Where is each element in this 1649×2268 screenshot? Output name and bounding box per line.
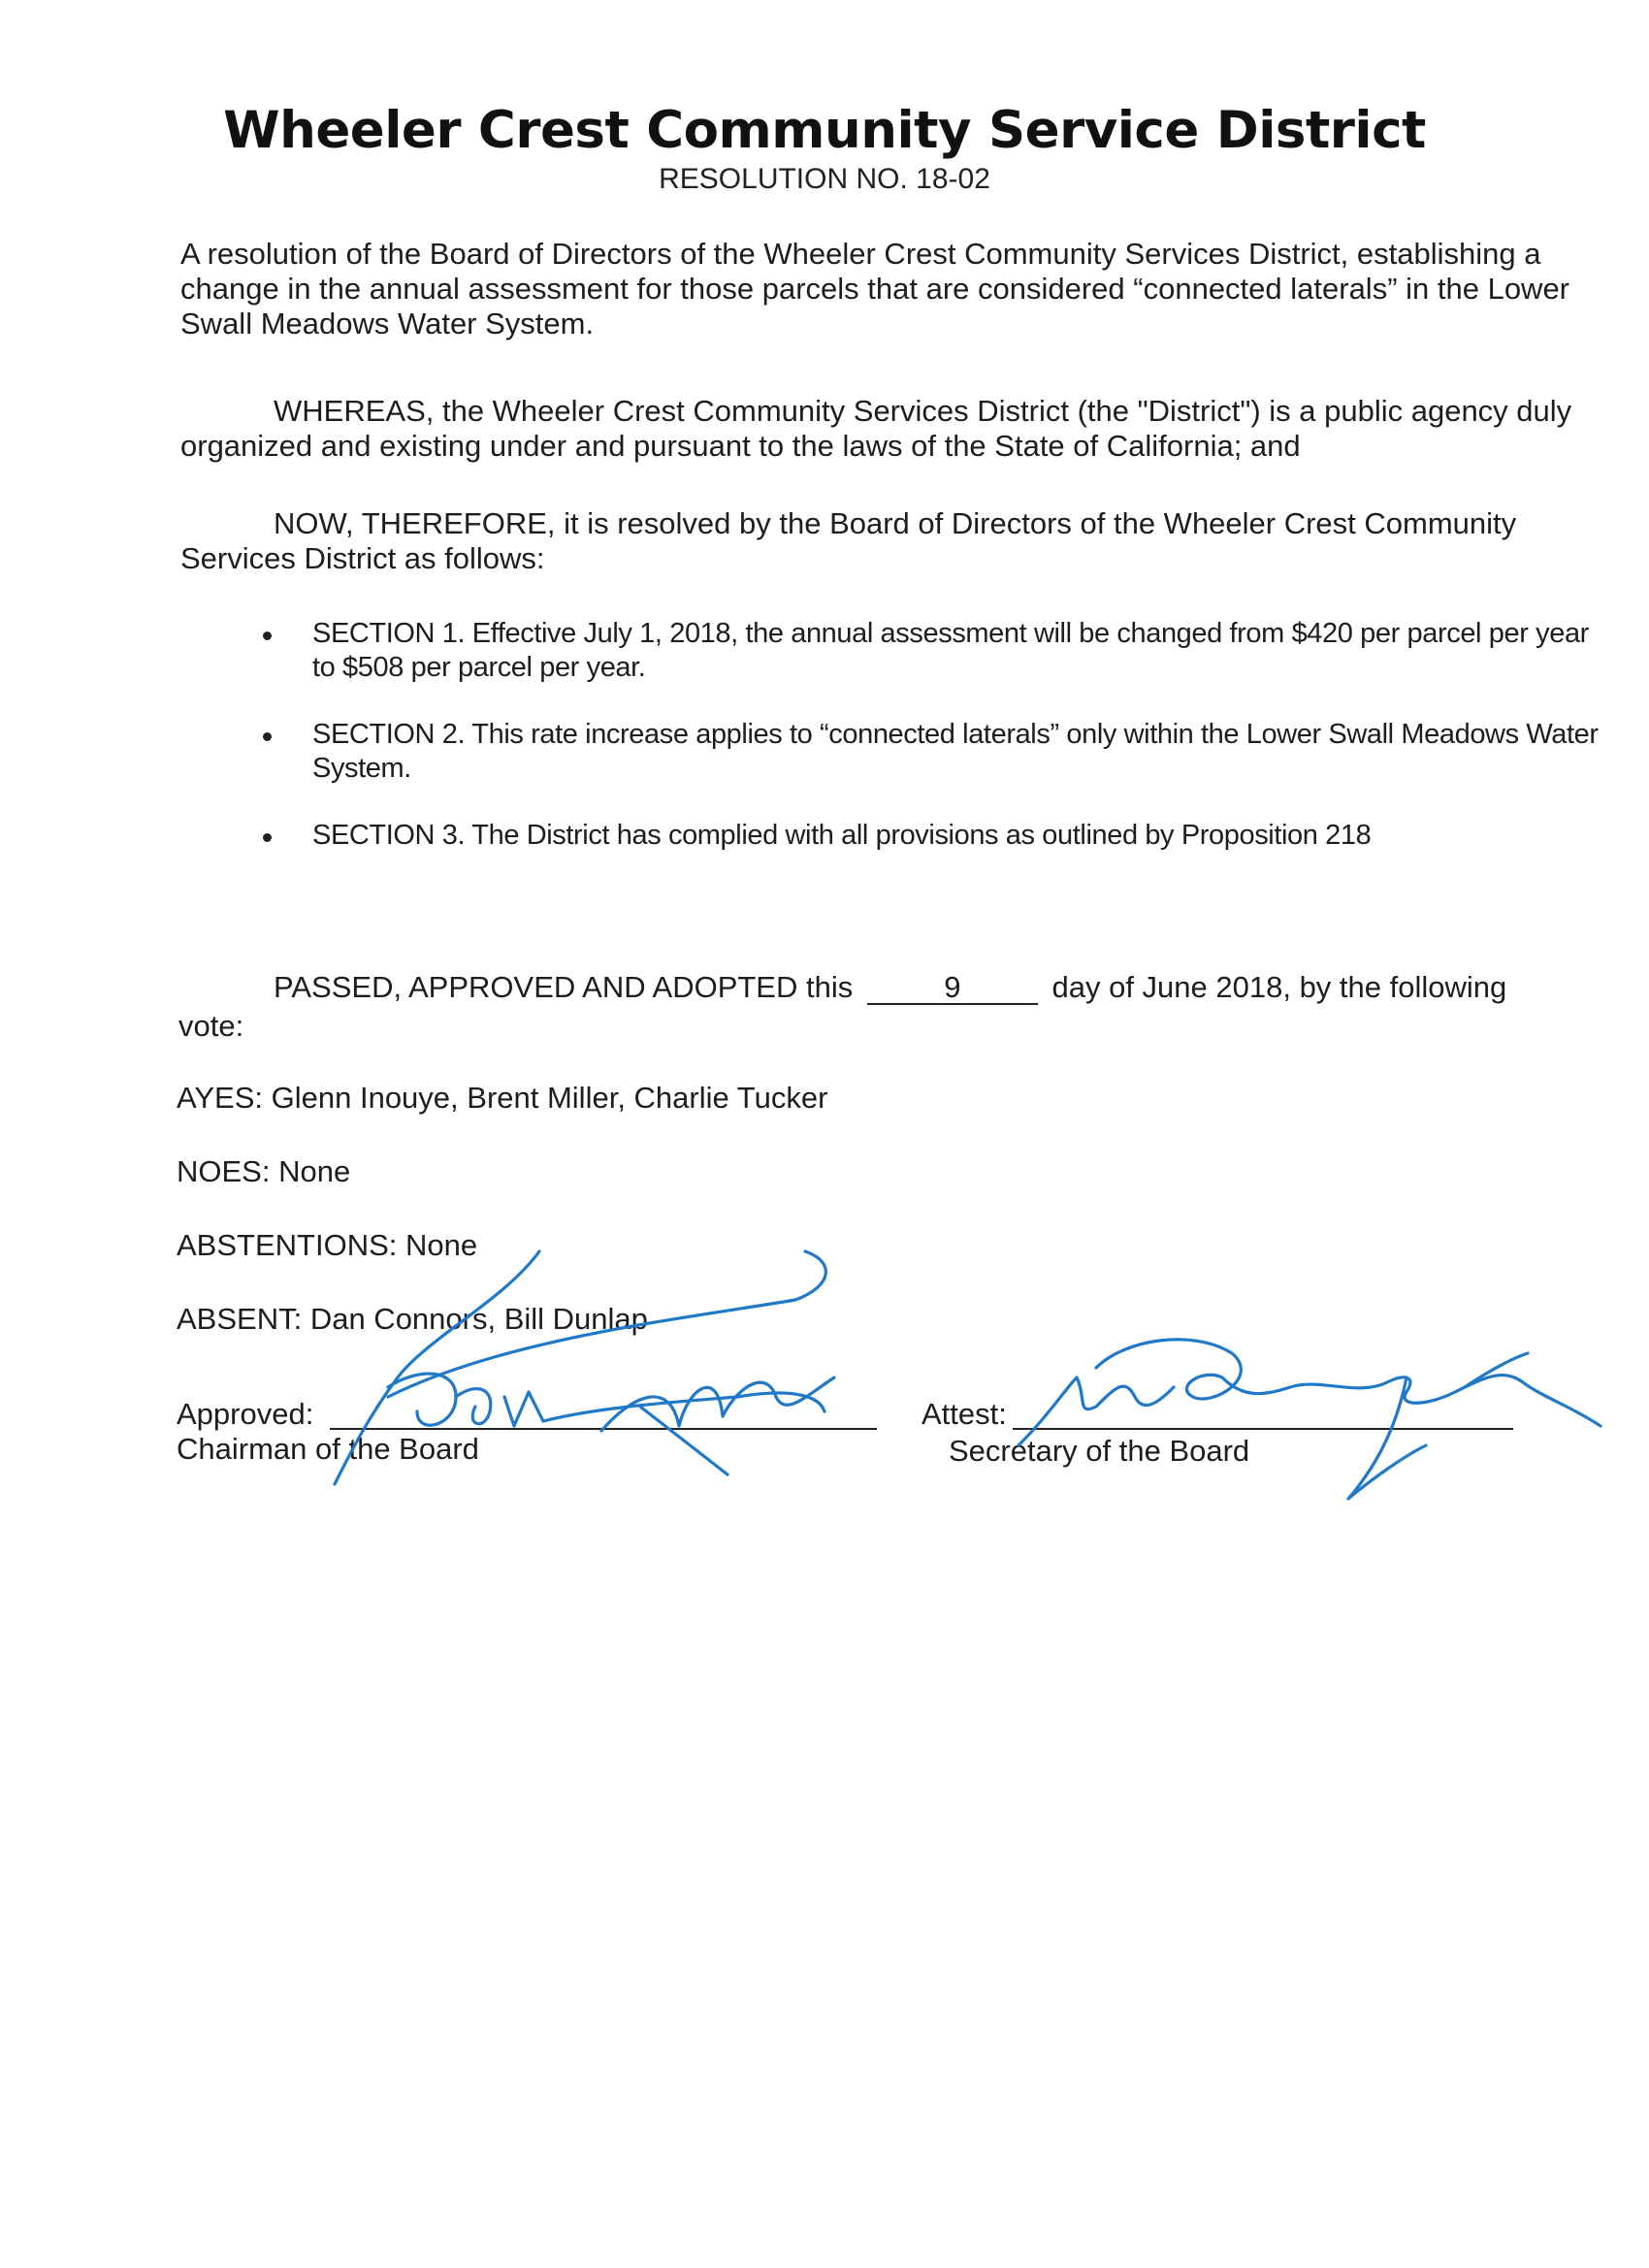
passed-suffix: day of June 2018, by the following (1051, 970, 1507, 1004)
section-text: SECTION 2. This rate increase applies to “connected laterals” only within the Lower Swall Meadows Water System. (312, 719, 1599, 784)
day-value: 9 (944, 970, 961, 1004)
therefore-paragraph: NOW, THEREFORE, it is resolved by the Board of Directors of the Wheeler Crest Community Services District as follows: (180, 506, 1517, 575)
bullet-dot (263, 732, 272, 741)
ayes-line: AYES: Glenn Inouye, Brent Miller, Charlie Tucker (177, 1081, 828, 1115)
whereas-paragraph: WHEREAS, the Wheeler Crest Community Services District (the "District") is a public agency duly organized and existing under and pursuant to the laws of the State of California; and (180, 394, 1572, 463)
attest-label: Attest: (922, 1397, 1007, 1431)
chairman-title: Chairman of the Board (177, 1432, 479, 1466)
absent-line: ABSENT: Dan Connors, Bill Dunlap (177, 1302, 648, 1336)
approved-signature-line (330, 1428, 877, 1430)
bullet-dot (263, 632, 272, 640)
day-blank (867, 970, 1038, 1005)
sections-list (252, 617, 1610, 886)
passed-prefix: PASSED, APPROVED AND ADOPTED this (274, 970, 854, 1004)
district-title: Wheeler Crest Community Service District (223, 101, 1426, 160)
section-text: SECTION 3. The District has complied with all provisions as outlined by Proposition 218 (312, 820, 1372, 851)
section-item (252, 819, 1610, 853)
vote-label: vote: (178, 1009, 244, 1043)
section-text: SECTION 1. Effective July 1, 2018, the annual assessment will be changed from $420 per parcel per year to $508 per parcel per year. (312, 618, 1589, 683)
intro-paragraph: A resolution of the Board of Directors of the Wheeler Crest Community Services District, establishing a change in the annual assessment for those parcels that are considered “connected laterals” in the Lower Swall Meadows Water System. (180, 237, 1570, 340)
resolution-number: RESOLUTION NO. 18-02 (659, 163, 990, 195)
attest-signature-line (1013, 1428, 1513, 1430)
bullet-dot (263, 833, 272, 842)
secretary-signature (1018, 1340, 1600, 1499)
section-item (252, 718, 1610, 786)
abstentions-line: ABSTENTIONS: None (177, 1228, 478, 1262)
passed-line (274, 970, 1506, 1005)
noes-line: NOES: None (177, 1154, 351, 1188)
secretary-title: Secretary of the Board (949, 1434, 1250, 1468)
section-item (252, 617, 1610, 685)
approved-label: Approved: (177, 1397, 314, 1431)
